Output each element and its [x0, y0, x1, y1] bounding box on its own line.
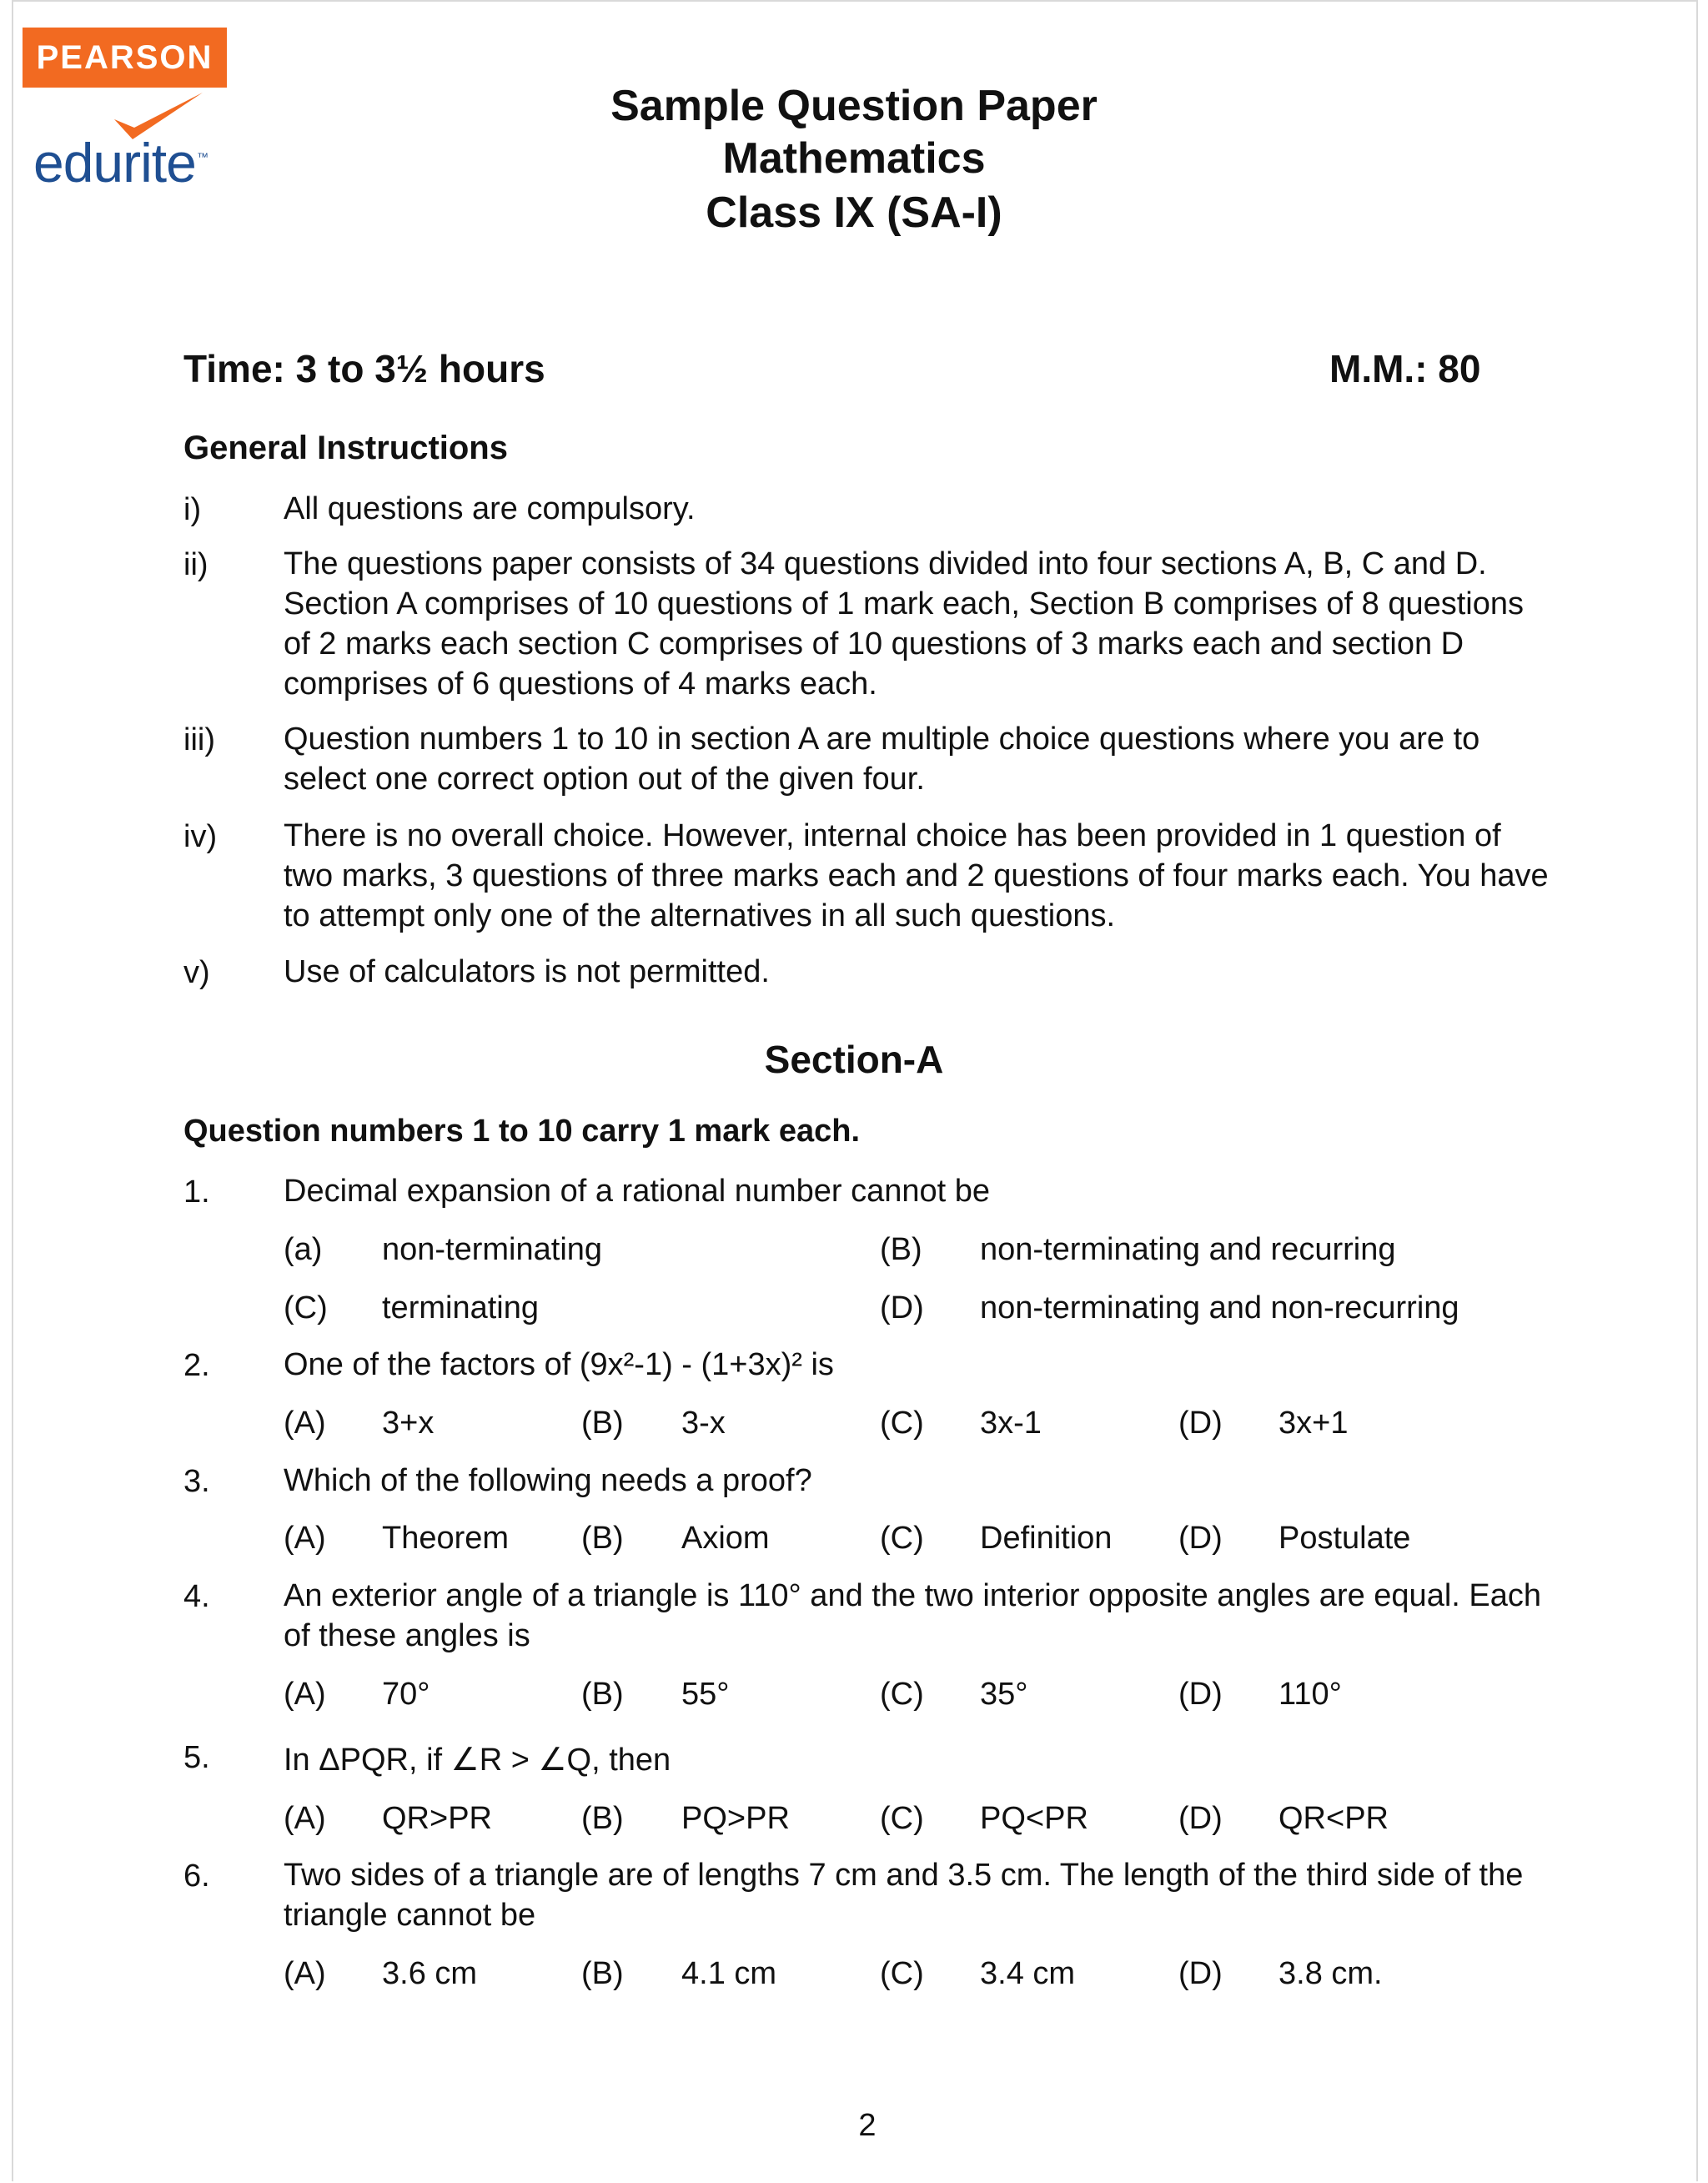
instruction-number: iv)	[183, 819, 218, 854]
instruction-line: of 2 marks each section C comprises of 10 questions of 3 marks each and section D	[284, 626, 1464, 661]
trademark-mark: ™	[197, 150, 208, 163]
option-text: 3x+1	[1278, 1406, 1349, 1441]
max-marks: M.M.: 80	[1329, 347, 1481, 390]
instruction-line: All questions are compulsory.	[284, 491, 696, 526]
question-line: Which of the following needs a proof?	[284, 1463, 812, 1498]
option-text: 35°	[980, 1677, 1028, 1712]
question-line: Decimal expansion of a rational number cannot be	[284, 1174, 991, 1209]
option-text: non-terminating and recurring	[980, 1232, 1396, 1267]
option-text: terminating	[382, 1290, 539, 1325]
question-text	[284, 1345, 834, 1385]
option-label: (D)	[880, 1290, 924, 1325]
question-number: 5.	[183, 1740, 210, 1775]
option-text: 110°	[1278, 1677, 1342, 1712]
option-text: 55°	[681, 1677, 730, 1712]
option-label: (A)	[284, 1521, 326, 1556]
option-label: (D)	[1178, 1801, 1223, 1836]
question-line: In ΔPQR, if ∠R > ∠Q, then	[284, 1743, 671, 1778]
instruction-number: v)	[183, 955, 210, 990]
question-number: 3.	[183, 1464, 210, 1499]
option-text: non-terminating and non-recurring	[980, 1290, 1459, 1325]
instruction-item	[284, 489, 696, 529]
option-label: (B)	[581, 1521, 624, 1556]
brand-name: edurite	[33, 132, 196, 194]
option-label: (C)	[880, 1956, 924, 1991]
option-label: (B)	[581, 1801, 624, 1836]
option-text: 3-x	[681, 1406, 726, 1441]
instruction-line: comprises of 6 questions of 4 marks each.	[284, 666, 877, 702]
question-number: 1.	[183, 1174, 210, 1210]
instruction-line: Section A comprises of 10 questions of 1 mark each, Section B comprises of 8 questions	[284, 586, 1525, 621]
option-label: (a)	[284, 1232, 323, 1267]
option-label: (C)	[880, 1521, 924, 1556]
option-label: (A)	[284, 1677, 326, 1712]
option-text: Theorem	[382, 1521, 510, 1556]
question-line: An exterior angle of a triangle is 110° and the two interior opposite angles are equal. Each	[284, 1578, 1541, 1613]
option-label: (A)	[284, 1956, 326, 1991]
option-text: 70°	[382, 1677, 430, 1712]
option-text: 3x-1	[980, 1406, 1042, 1441]
option-text: QR>PR	[382, 1801, 492, 1836]
option-label: (B)	[880, 1232, 922, 1267]
instruction-item	[284, 719, 1479, 799]
question-text	[284, 1171, 990, 1211]
instruction-line: select one correct option out of the given four.	[284, 762, 925, 797]
option-label: (B)	[581, 1406, 624, 1441]
section-subheading: Question numbers 1 to 10 carry 1 mark each.	[183, 1114, 861, 1149]
time-allowed: Time: 3 to 3½ hours	[183, 347, 545, 390]
option-text: 4.1 cm	[681, 1956, 777, 1991]
option-label: (B)	[581, 1677, 624, 1712]
question-text	[284, 1461, 812, 1501]
option-label: (A)	[284, 1406, 326, 1441]
option-text: Postulate	[1278, 1521, 1411, 1556]
option-text: PQ<PR	[980, 1801, 1088, 1836]
option-label: (D)	[1178, 1956, 1223, 1991]
option-text: 3+x	[382, 1406, 435, 1441]
instruction-item	[284, 544, 1524, 704]
instruction-line: Question numbers 1 to 10 in section A are multiple choice questions where you are to	[284, 722, 1480, 757]
instruction-number: i)	[183, 492, 202, 527]
option-text: 3.6 cm	[382, 1956, 478, 1991]
question-line: triangle cannot be	[284, 1898, 536, 1933]
option-label: (D)	[1178, 1677, 1223, 1712]
option-label: (C)	[880, 1677, 924, 1712]
question-number: 4.	[183, 1579, 210, 1614]
question-text	[284, 1855, 1523, 1935]
publisher-name: PEARSON	[36, 38, 214, 76]
instruction-line: Use of calculators is not permitted.	[284, 954, 770, 989]
page-border	[12, 0, 1698, 2181]
instruction-line: There is no overall choice. However, internal choice has been provided in 1 question of	[284, 818, 1501, 853]
option-label: (D)	[1178, 1521, 1223, 1556]
option-text: QR<PR	[1278, 1801, 1389, 1836]
option-text: 3.8 cm.	[1278, 1956, 1383, 1991]
option-label: (D)	[1178, 1406, 1223, 1441]
option-text: Axiom	[681, 1521, 770, 1556]
question-line: Two sides of a triangle are of lengths 7 cm and 3.5 cm. The length of the third side of the	[284, 1858, 1524, 1893]
class-title: Class IX (SA-I)	[706, 189, 1002, 237]
question-number: 6.	[183, 1859, 210, 1894]
option-label: (A)	[284, 1801, 326, 1836]
paper-title: Sample Question Paper	[610, 82, 1098, 130]
question-text	[284, 1740, 671, 1780]
question-line: of these angles is	[284, 1618, 530, 1653]
option-label: (C)	[880, 1801, 924, 1836]
instruction-line: to attempt only one of the alternatives in all such questions.	[284, 898, 1116, 933]
option-label: (C)	[284, 1290, 328, 1325]
instruction-number: iii)	[183, 722, 215, 757]
subject-title: Mathematics	[722, 134, 986, 183]
instructions-heading: General Instructions	[183, 430, 508, 466]
instruction-item	[284, 952, 770, 992]
pearson-logo	[23, 28, 227, 88]
question-line: One of the factors of (9x²-1) - (1+3x)² is	[284, 1347, 834, 1382]
option-text: 3.4 cm	[980, 1956, 1076, 1991]
option-label: (C)	[880, 1406, 924, 1441]
instruction-line: two marks, 3 questions of three marks each and 2 questions of four marks each. You have	[284, 858, 1549, 893]
option-label: (B)	[581, 1956, 624, 1991]
page-number: 2	[858, 2108, 877, 2143]
option-text: non-terminating	[382, 1232, 603, 1267]
section-title: Section-A	[764, 1038, 944, 1081]
option-text: PQ>PR	[681, 1801, 790, 1836]
instruction-number: ii)	[183, 547, 208, 582]
question-text	[284, 1576, 1541, 1656]
instruction-item	[284, 816, 1549, 936]
question-number: 2.	[183, 1348, 210, 1383]
option-text: Definition	[980, 1521, 1113, 1556]
instruction-line: The questions paper consists of 34 questions divided into four sections A, B, C and D.	[284, 546, 1487, 581]
